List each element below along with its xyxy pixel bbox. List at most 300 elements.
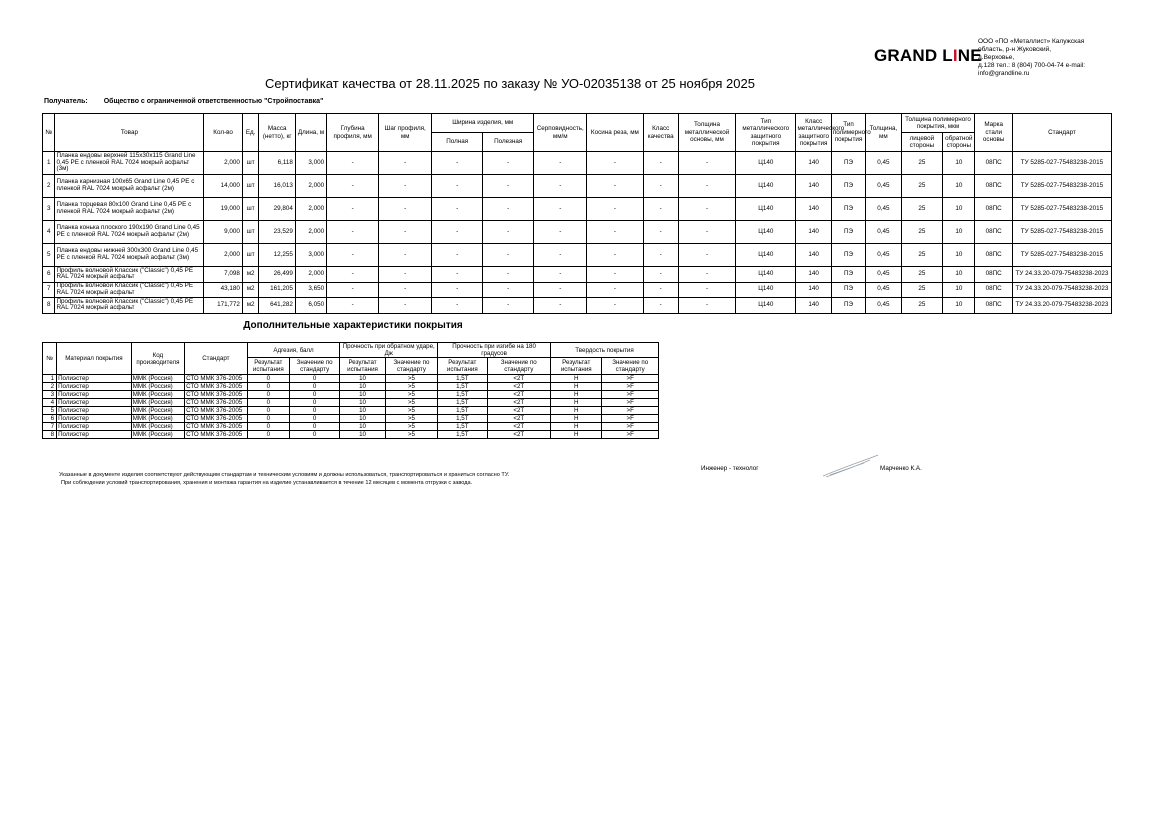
qty: 9,000 — [204, 221, 243, 244]
width-full: - — [432, 267, 483, 283]
metal-thickness: - — [678, 282, 735, 298]
pitch: - — [379, 221, 432, 244]
hardness-norm: >F — [602, 375, 659, 383]
skew: - — [587, 298, 643, 314]
bend-norm: <2Т — [487, 431, 551, 439]
c-col-num: № — [43, 343, 57, 375]
col-standard: Стандарт — [1012, 114, 1111, 152]
impact-norm: >5 — [385, 375, 437, 383]
bend-result: 1,5Т — [438, 415, 487, 423]
col-mass: Масса (нетто), кг — [259, 114, 295, 152]
pitch: - — [379, 244, 432, 267]
col-polymer-type: Тип полимерного покрытия — [831, 114, 865, 152]
standard: ТУ 24.33.20-079-75483238-2023 — [1012, 282, 1111, 298]
c-col-result: Результат испытания — [247, 358, 289, 375]
products-table — [42, 113, 1112, 314]
impact-result: 10 — [340, 375, 385, 383]
coating-type: Ц140 — [736, 221, 796, 244]
row-num: 8 — [43, 431, 57, 439]
standard: ТУ 5285-027-75483238-2015 — [1012, 198, 1111, 221]
hardness-result: Н — [551, 431, 602, 439]
coating-row — [43, 399, 659, 407]
pitch: - — [379, 152, 432, 175]
pitch: - — [379, 267, 432, 283]
grand-line-logo — [874, 45, 982, 67]
impact-norm: >5 — [385, 415, 437, 423]
mass: 641,282 — [259, 298, 295, 314]
bend-result: 1,5Т — [438, 383, 487, 391]
face-thickness: 25 — [901, 198, 943, 221]
row-num: 2 — [43, 383, 57, 391]
pitch: - — [379, 175, 432, 198]
product-row — [43, 152, 1112, 175]
back-thickness: 10 — [943, 282, 975, 298]
coating-row — [43, 407, 659, 415]
width-useful: - — [483, 267, 534, 283]
coating-row — [43, 391, 659, 399]
coating-class: 140 — [796, 175, 831, 198]
metal-thickness: - — [678, 244, 735, 267]
steel-grade: 08ПС — [975, 175, 1012, 198]
coating-material: Полиэстер — [57, 383, 132, 391]
c-col-result: Результат испытания — [551, 358, 602, 375]
col-unit: Ед. — [242, 114, 259, 152]
face-thickness: 25 — [901, 244, 943, 267]
col-length: Длина, м — [295, 114, 326, 152]
coating-row — [43, 383, 659, 391]
hardness-norm: >F — [602, 415, 659, 423]
width-full: - — [432, 198, 483, 221]
coating-section-title: Дополнительные характеристики покрытия — [243, 320, 463, 331]
manufacturer-code: ММК (Россия) — [131, 423, 184, 431]
depth: - — [327, 152, 379, 175]
unit: м2 — [242, 298, 259, 314]
row-num: 6 — [43, 267, 55, 283]
row-num: 4 — [43, 399, 57, 407]
width-full: - — [432, 282, 483, 298]
adhesion-norm: 0 — [289, 375, 339, 383]
row-num: 3 — [43, 198, 55, 221]
width-full: - — [432, 298, 483, 314]
width-useful: - — [483, 152, 534, 175]
adhesion-result: 0 — [247, 407, 289, 415]
row-num: 1 — [43, 152, 55, 175]
face-thickness: 25 — [901, 267, 943, 283]
signer-name: Марченко К.А. — [880, 465, 922, 472]
col-pitch: Шаг профиля, мм — [379, 114, 432, 152]
impact-norm: >5 — [385, 399, 437, 407]
unit: шт — [242, 244, 259, 267]
bend-result: 1,5Т — [438, 431, 487, 439]
qty: 7,098 — [204, 267, 243, 283]
coating-class: 140 — [796, 198, 831, 221]
product-row — [43, 175, 1112, 198]
depth: - — [327, 282, 379, 298]
skew: - — [587, 152, 643, 175]
manufacturer-code: ММК (Россия) — [131, 383, 184, 391]
adhesion-result: 0 — [247, 423, 289, 431]
adhesion-result: 0 — [247, 391, 289, 399]
skew: - — [587, 198, 643, 221]
recipient — [44, 98, 323, 105]
steel-grade: 08ПС — [975, 244, 1012, 267]
length: 2,000 — [295, 267, 326, 283]
col-product: Товар — [55, 114, 204, 152]
row-num: 7 — [43, 423, 57, 431]
bow: - — [534, 198, 587, 221]
c-col-norm: Значение по стандарту — [602, 358, 659, 375]
length: 3,650 — [295, 282, 326, 298]
width-full: - — [432, 152, 483, 175]
thickness: 0,45 — [866, 198, 901, 221]
product-name: Планка ендовы нижней 300х300 Grand Line 0,45 PE с пленкой RAL 7024 мокрый асфальт (3м) — [55, 244, 204, 267]
standard: ТУ 24.33.20-079-75483238-2023 — [1012, 267, 1111, 283]
qty: 14,000 — [204, 175, 243, 198]
standard: ТУ 5285-027-75483238-2015 — [1012, 152, 1111, 175]
row-num: 2 — [43, 175, 55, 198]
col-depth: Глубина профиля, мм — [327, 114, 379, 152]
pitch: - — [379, 198, 432, 221]
depth: - — [327, 175, 379, 198]
manufacturer-code: ММК (Россия) — [131, 407, 184, 415]
thickness: 0,45 — [866, 244, 901, 267]
polymer-type: ПЭ — [831, 175, 865, 198]
unit: шт — [242, 198, 259, 221]
skew: - — [587, 282, 643, 298]
col-num: № — [43, 114, 55, 152]
impact-norm: >5 — [385, 431, 437, 439]
depth: - — [327, 244, 379, 267]
coating-type: Ц140 — [736, 298, 796, 314]
standard: ТУ 5285-027-75483238-2015 — [1012, 221, 1111, 244]
coating-row — [43, 431, 659, 439]
depth: - — [327, 267, 379, 283]
row-num: 6 — [43, 415, 57, 423]
thickness: 0,45 — [866, 175, 901, 198]
width-full: - — [432, 244, 483, 267]
coating-material: Полиэстер — [57, 407, 132, 415]
adhesion-norm: 0 — [289, 423, 339, 431]
coating-class: 140 — [796, 152, 831, 175]
c-col-standard: Стандарт — [185, 343, 248, 375]
polymer-type: ПЭ — [831, 152, 865, 175]
bow: - — [534, 298, 587, 314]
impact-norm: >5 — [385, 407, 437, 415]
impact-result: 10 — [340, 399, 385, 407]
col-thickness: Толщина, мм — [866, 114, 901, 152]
unit: шт — [242, 152, 259, 175]
coating-material: Полиэстер — [57, 375, 132, 383]
quality: - — [643, 298, 678, 314]
coating-type: Ц140 — [736, 267, 796, 283]
coating-row — [43, 415, 659, 423]
coating-material: Полиэстер — [57, 423, 132, 431]
adhesion-result: 0 — [247, 415, 289, 423]
pitch: - — [379, 298, 432, 314]
face-thickness: 25 — [901, 175, 943, 198]
row-num: 8 — [43, 298, 55, 314]
width-useful: - — [483, 282, 534, 298]
bow: - — [534, 175, 587, 198]
footer-line-2: При соблюдении условий транспортирования, хранения и монтажа гарантия на изделие устанавливается в течение 12 месяцев с момента отгрузки с завода. — [61, 479, 473, 486]
unit: шт — [242, 221, 259, 244]
col-width-useful: Полезная — [483, 133, 534, 152]
coating-material: Полиэстер — [57, 399, 132, 407]
coating-standard: СТО ММК 376-2005 — [185, 375, 248, 383]
coating-class: 140 — [796, 244, 831, 267]
logo-text-accent: I — [952, 46, 958, 65]
length: 3,000 — [295, 244, 326, 267]
company-line: д.128 тел.: 8 (804) 700-04-74 e-mail: — [978, 62, 1086, 69]
back-thickness: 10 — [943, 198, 975, 221]
product-row — [43, 198, 1112, 221]
product-name: Планка конька плоского 190х190 Grand Line 0,45 PE с пленкой RAL 7024 мокрый асфальт (2м) — [55, 221, 204, 244]
coating-material: Полиэстер — [57, 431, 132, 439]
product-row — [43, 298, 1112, 314]
coating-type: Ц140 — [736, 244, 796, 267]
hardness-norm: >F — [602, 383, 659, 391]
company-line: область, р-н Жуковский, д.Верховье, — [978, 46, 1052, 61]
quality: - — [643, 175, 678, 198]
qty: 171,772 — [204, 298, 243, 314]
coating-type: Ц140 — [736, 175, 796, 198]
coating-class: 140 — [796, 282, 831, 298]
logo-text-part2: NE — [957, 46, 982, 65]
hardness-norm: >F — [602, 391, 659, 399]
col-steel: Марка стали основы — [975, 114, 1012, 152]
skew: - — [587, 267, 643, 283]
back-thickness: 10 — [943, 298, 975, 314]
impact-result: 10 — [340, 415, 385, 423]
coating-type: Ц140 — [736, 198, 796, 221]
unit: м2 — [242, 267, 259, 283]
bend-result: 1,5Т — [438, 423, 487, 431]
polymer-type: ПЭ — [831, 221, 865, 244]
bend-norm: <2Т — [487, 399, 551, 407]
coating-standard: СТО ММК 376-2005 — [185, 423, 248, 431]
hardness-norm: >F — [602, 431, 659, 439]
coating-standard: СТО ММК 376-2005 — [185, 415, 248, 423]
manufacturer-code: ММК (Россия) — [131, 391, 184, 399]
standard: ТУ 5285-027-75483238-2015 — [1012, 244, 1111, 267]
manufacturer-code: ММК (Россия) — [131, 415, 184, 423]
adhesion-norm: 0 — [289, 391, 339, 399]
mass: 16,013 — [259, 175, 295, 198]
company-info — [978, 38, 1088, 78]
standard: ТУ 5285-027-75483238-2015 — [1012, 175, 1111, 198]
thickness: 0,45 — [866, 282, 901, 298]
product-name: Профиль волновой Классик ("Classic") 0,45 PE RAL 7024 мокрый асфальт — [55, 282, 204, 298]
polymer-type: ПЭ — [831, 267, 865, 283]
quality: - — [643, 282, 678, 298]
face-thickness: 25 — [901, 152, 943, 175]
bend-norm: <2Т — [487, 391, 551, 399]
hardness-result: Н — [551, 375, 602, 383]
bend-norm: <2Т — [487, 407, 551, 415]
col-skew: Косина реза, мм — [587, 114, 643, 152]
col-width-full: Полная — [432, 133, 483, 152]
row-num: 1 — [43, 375, 57, 383]
hardness-result: Н — [551, 383, 602, 391]
coating-type: Ц140 — [736, 152, 796, 175]
bend-norm: <2Т — [487, 423, 551, 431]
bend-result: 1,5Т — [438, 399, 487, 407]
width-full: - — [432, 175, 483, 198]
standard: ТУ 24.33.20-079-75483238-2023 — [1012, 298, 1111, 314]
c-col-material: Материал покрытия — [57, 343, 132, 375]
recipient-value: Общество с ограниченной ответственностью "Стройпоставка" — [103, 98, 324, 105]
product-name: Планка ендовы верхней 115х30х115 Grand Line 0,45 PE с пленкой RAL 7024 мокрый асфальт (3м) — [55, 152, 204, 175]
col-width: Ширина изделия, мм — [432, 114, 534, 133]
col-qty: Кол-во — [204, 114, 243, 152]
company-line: ООО «ПО «Металлист» Калужская — [978, 38, 1085, 45]
depth: - — [327, 221, 379, 244]
unit: шт — [242, 175, 259, 198]
back-thickness: 10 — [943, 152, 975, 175]
bow: - — [534, 221, 587, 244]
mass: 26,499 — [259, 267, 295, 283]
steel-grade: 08ПС — [975, 221, 1012, 244]
pitch: - — [379, 282, 432, 298]
back-thickness: 10 — [943, 244, 975, 267]
mass: 29,804 — [259, 198, 295, 221]
impact-result: 10 — [340, 423, 385, 431]
impact-result: 10 — [340, 391, 385, 399]
c-col-result: Результат испытания — [438, 358, 487, 375]
row-num: 5 — [43, 407, 57, 415]
impact-result: 10 — [340, 407, 385, 415]
footer-notes — [59, 472, 699, 487]
col-back: обратной стороны — [943, 133, 975, 152]
polymer-type: ПЭ — [831, 298, 865, 314]
coating-material: Полиэстер — [57, 415, 132, 423]
metal-thickness: - — [678, 175, 735, 198]
signer-role: Инженер - технолог — [701, 465, 759, 472]
steel-grade: 08ПС — [975, 298, 1012, 314]
signature-scribble — [820, 454, 880, 480]
quality: - — [643, 198, 678, 221]
product-row — [43, 221, 1112, 244]
coating-type: Ц140 — [736, 282, 796, 298]
qty: 43,180 — [204, 282, 243, 298]
mass: 12,255 — [259, 244, 295, 267]
steel-grade: 08ПС — [975, 152, 1012, 175]
bend-norm: <2Т — [487, 375, 551, 383]
impact-norm: >5 — [385, 383, 437, 391]
steel-grade: 08ПС — [975, 282, 1012, 298]
hardness-result: Н — [551, 407, 602, 415]
recipient-label: Получатель: — [44, 98, 88, 105]
col-bow: Серповидность, мм/м — [534, 114, 587, 152]
polymer-type: ПЭ — [831, 282, 865, 298]
back-thickness: 10 — [943, 221, 975, 244]
width-useful: - — [483, 175, 534, 198]
product-name: Планка торцевая 80х100 Grand Line 0,45 PE с пленкой RAL 7024 мокрый асфальт (2м) — [55, 198, 204, 221]
bend-result: 1,5Т — [438, 407, 487, 415]
bend-result: 1,5Т — [438, 375, 487, 383]
face-thickness: 25 — [901, 282, 943, 298]
document-title: Сертификат качества от 28.11.2025 по заказу № УО-02035138 от 25 ноября 2025 — [265, 76, 755, 91]
c-col-hardness: Твердость покрытия — [551, 343, 659, 358]
coating-table — [42, 342, 659, 439]
coating-standard: СТО ММК 376-2005 — [185, 399, 248, 407]
row-num: 5 — [43, 244, 55, 267]
steel-grade: 08ПС — [975, 267, 1012, 283]
qty: 2,000 — [204, 152, 243, 175]
thickness: 0,45 — [866, 298, 901, 314]
product-row — [43, 244, 1112, 267]
polymer-type: ПЭ — [831, 198, 865, 221]
face-thickness: 25 — [901, 221, 943, 244]
hardness-result: Н — [551, 391, 602, 399]
c-col-adhesion: Адгезия, балл — [247, 343, 340, 358]
coating-row — [43, 423, 659, 431]
coating-standard: СТО ММК 376-2005 — [185, 391, 248, 399]
bend-norm: <2Т — [487, 383, 551, 391]
footer-line-1: Указанные в документе изделия соответствуют действующим стандартам и техническим условиям и должны использоваться, транспортироваться и храниться согласно ТУ. — [59, 472, 510, 478]
skew: - — [587, 244, 643, 267]
hardness-result: Н — [551, 399, 602, 407]
coating-standard: СТО ММК 376-2005 — [185, 407, 248, 415]
thickness: 0,45 — [866, 152, 901, 175]
hardness-norm: >F — [602, 399, 659, 407]
adhesion-norm: 0 — [289, 431, 339, 439]
length: 3,000 — [295, 152, 326, 175]
qty: 19,000 — [204, 198, 243, 221]
manufacturer-code: ММК (Россия) — [131, 431, 184, 439]
product-name: Планка карнизная 100х65 Grand Line 0,45 PE с пленкой RAL 7024 мокрый асфальт (2м) — [55, 175, 204, 198]
col-coating-class: Класс металлического защитного покрытия — [796, 114, 831, 152]
c-col-code: Код производителя — [131, 343, 184, 375]
bow: - — [534, 267, 587, 283]
back-thickness: 10 — [943, 175, 975, 198]
bow: - — [534, 152, 587, 175]
impact-result: 10 — [340, 383, 385, 391]
product-name: Профиль волновой Классик ("Classic") 0,45 PE RAL 7024 мокрый асфальт — [55, 267, 204, 283]
adhesion-result: 0 — [247, 375, 289, 383]
product-row — [43, 282, 1112, 298]
bend-norm: <2Т — [487, 415, 551, 423]
col-face: лицевой стороны — [901, 133, 943, 152]
adhesion-norm: 0 — [289, 415, 339, 423]
row-num: 3 — [43, 391, 57, 399]
width-useful: - — [483, 298, 534, 314]
depth: - — [327, 198, 379, 221]
hardness-norm: >F — [602, 407, 659, 415]
adhesion-result: 0 — [247, 383, 289, 391]
c-col-result: Результат испытания — [340, 358, 385, 375]
coating-material: Полиэстер — [57, 391, 132, 399]
coating-row — [43, 375, 659, 383]
skew: - — [587, 221, 643, 244]
width-full: - — [432, 221, 483, 244]
row-num: 4 — [43, 221, 55, 244]
adhesion-norm: 0 — [289, 399, 339, 407]
product-row — [43, 267, 1112, 283]
length: 6,050 — [295, 298, 326, 314]
bow: - — [534, 244, 587, 267]
quality: - — [643, 152, 678, 175]
impact-norm: >5 — [385, 391, 437, 399]
length: 2,000 — [295, 198, 326, 221]
width-useful: - — [483, 244, 534, 267]
impact-norm: >5 — [385, 423, 437, 431]
mass: 161,205 — [259, 282, 295, 298]
mass: 6,118 — [259, 152, 295, 175]
metal-thickness: - — [678, 221, 735, 244]
c-col-impact: Прочность при обратном ударе, Дж — [340, 343, 438, 358]
back-thickness: 10 — [943, 267, 975, 283]
